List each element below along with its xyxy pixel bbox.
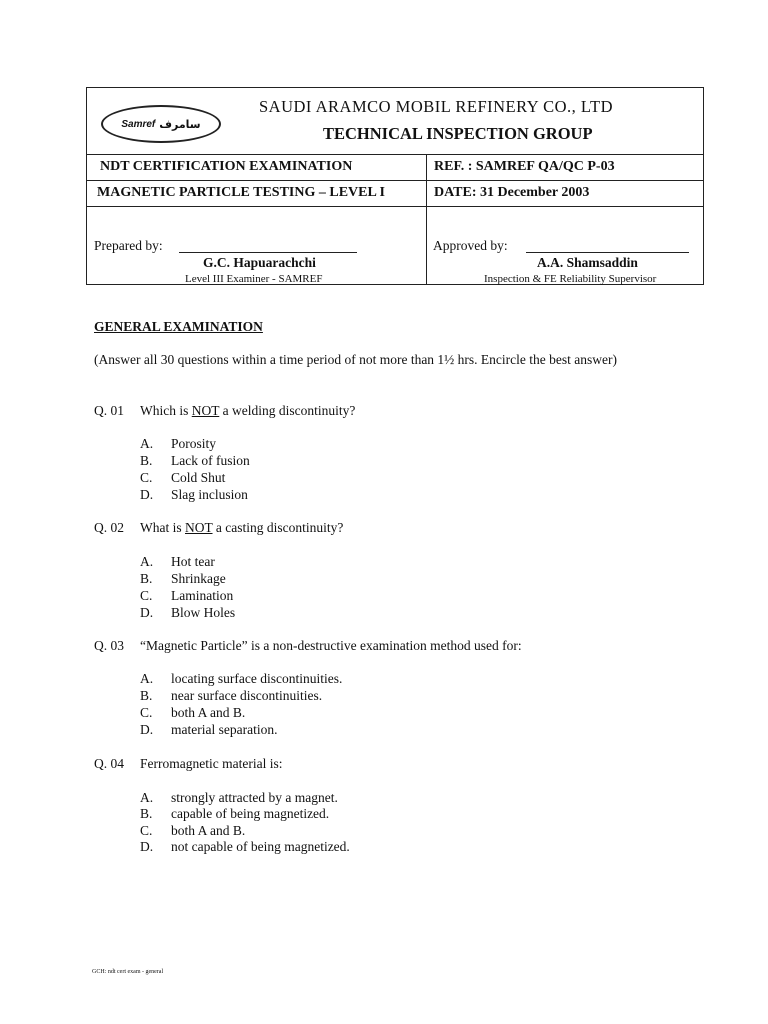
prepared-by-role: Level III Examiner - SAMREF [185, 273, 323, 285]
signature-line [179, 252, 357, 253]
group-name: TECHNICAL INSPECTION GROUP [323, 124, 593, 143]
option-letter[interactable]: C. [140, 705, 153, 720]
question-text: What is NOT a casting discontinuity? [140, 520, 344, 535]
option-text[interactable]: Lamination [171, 588, 234, 603]
option-text[interactable]: Blow Holes [171, 605, 236, 620]
option-letter[interactable]: D. [140, 487, 154, 502]
option-letter[interactable]: A. [140, 790, 154, 805]
option-text[interactable]: capable of being magnetized. [171, 806, 330, 821]
approved-by-label: Approved by: [433, 238, 508, 253]
option-text[interactable]: not capable of being magnetized. [171, 839, 350, 854]
option-text[interactable]: Shrinkage [171, 571, 226, 586]
divider [87, 154, 703, 155]
question-number: Q. 01 [94, 403, 124, 418]
option-text[interactable]: Lack of fusion [171, 453, 250, 468]
option-text[interactable]: Hot tear [171, 554, 215, 569]
option-text[interactable]: both A and B. [171, 823, 246, 838]
samref-logo [101, 105, 221, 143]
option-letter[interactable]: C. [140, 823, 153, 838]
option-text[interactable]: Cold Shut [171, 470, 226, 485]
reference: REF. : SAMREF QA/QC P-03 [434, 159, 615, 174]
company-name: SAUDI ARAMCO MOBIL REFINERY CO., LTD [259, 97, 613, 116]
prepared-by-label: Prepared by: [94, 238, 163, 253]
option-text[interactable]: Slag inclusion [171, 487, 248, 502]
option-letter[interactable]: C. [140, 588, 153, 603]
divider [426, 154, 427, 284]
option-text[interactable]: strongly attracted by a magnet. [171, 790, 338, 805]
divider [87, 180, 703, 181]
option-letter[interactable]: B. [140, 571, 153, 586]
page-footer: GCH: ndt cert exam - general [92, 969, 164, 975]
option-letter[interactable]: A. [140, 554, 154, 569]
exam-date: DATE: 31 December 2003 [434, 185, 590, 200]
exam-title: NDT CERTIFICATION EXAMINATION [100, 159, 353, 174]
option-letter[interactable]: A. [140, 671, 154, 686]
option-text[interactable]: material separation. [171, 722, 278, 737]
logo-text-en: Samref [121, 118, 156, 130]
logo-text-ar: سامرف [159, 118, 201, 131]
option-letter[interactable]: A. [140, 436, 154, 451]
exam-subject: MAGNETIC PARTICLE TESTING – LEVEL I [97, 185, 386, 200]
approved-by-name: A.A. Shamsaddin [537, 255, 638, 270]
option-letter[interactable]: D. [140, 605, 154, 620]
question-text: Which is NOT a welding discontinuity? [140, 403, 356, 418]
approved-by-role: Inspection & FE Reliability Supervisor [484, 273, 657, 285]
section-title: GENERAL EXAMINATION [94, 319, 263, 334]
question-text: “Magnetic Particle” is a non-destructive examination method used for: [140, 638, 522, 653]
instructions: (Answer all 30 questions within a time period of not more than 1½ hrs. Encircle the best answer) [94, 352, 617, 367]
option-letter[interactable]: C. [140, 470, 153, 485]
option-text[interactable]: Porosity [171, 436, 217, 451]
option-text[interactable]: both A and B. [171, 705, 246, 720]
question-number: Q. 04 [94, 756, 124, 771]
signature-line [526, 252, 689, 253]
prepared-by-name: G.C. Hapuarachchi [203, 255, 316, 270]
option-letter[interactable]: B. [140, 806, 153, 821]
divider [87, 206, 703, 207]
option-text[interactable]: locating surface discontinuities. [171, 671, 343, 686]
option-letter[interactable]: D. [140, 722, 154, 737]
question-text: Ferromagnetic material is: [140, 756, 283, 771]
option-letter[interactable]: B. [140, 453, 153, 468]
option-letter[interactable]: B. [140, 688, 153, 703]
option-text[interactable]: near surface discontinuities. [171, 688, 323, 703]
document-header [86, 87, 704, 285]
question-number: Q. 02 [94, 520, 124, 535]
question-number: Q. 03 [94, 638, 124, 653]
option-letter[interactable]: D. [140, 839, 154, 854]
